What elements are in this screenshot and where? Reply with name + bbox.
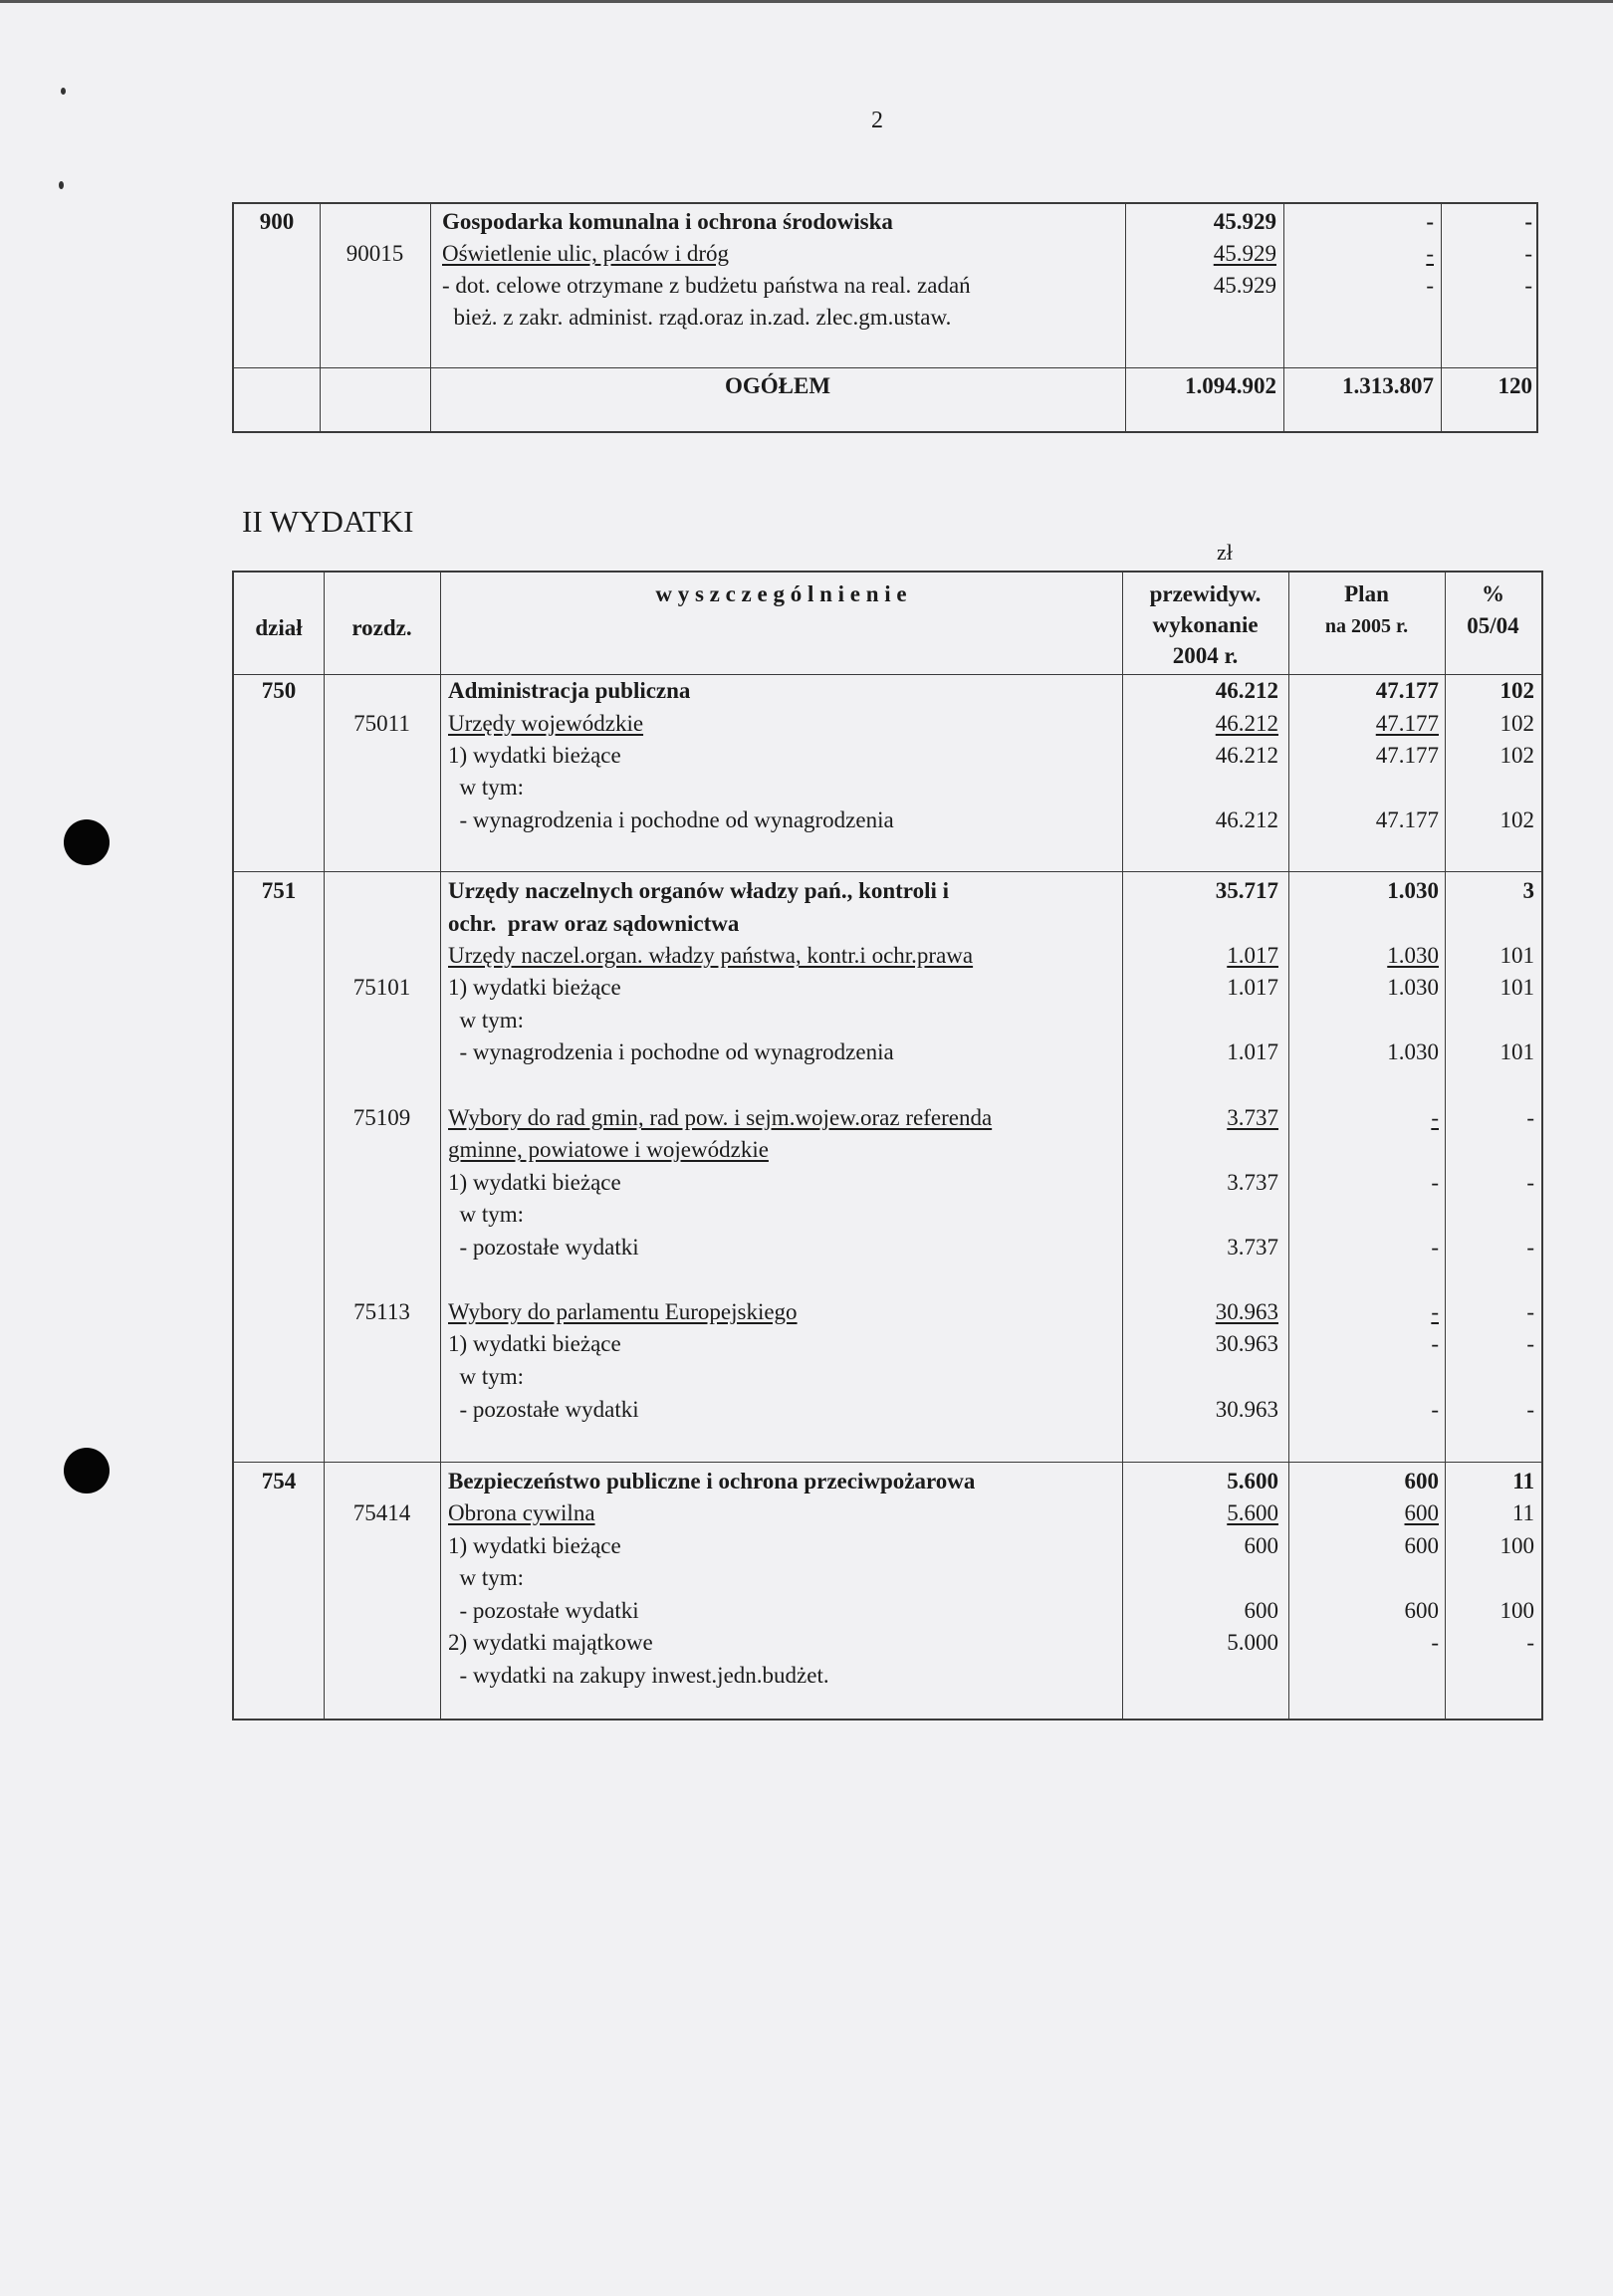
description-cell: w tym: [448,775,525,800]
description-cell: gminne, powiatowe i wojewódzkie [448,1137,769,1162]
value-cell-2004: 3.737 [1227,1170,1278,1195]
description-cell: Administracja publiczna [448,678,691,703]
dzial-cell [234,270,320,302]
value-cell-2004: 45.929 [1213,273,1276,298]
value-cell-2004 [1122,1660,1278,1692]
dzial-cell [234,1497,324,1529]
rozdz-cell [320,270,430,302]
dzial-cell [234,1199,324,1231]
rozdz-cell [324,740,440,772]
value-cell-2005: - [1426,241,1434,266]
percent-cell [1445,1005,1534,1036]
dzial-cell [234,238,320,270]
rozdz-cell [324,804,440,836]
value-cell-2005: - [1431,1331,1439,1356]
value-cell-2005 [1288,1361,1439,1393]
rozdz-cell [324,1199,440,1231]
description-cell: - wynagrodzenia i pochodne od wynagrodzenia [448,1039,894,1064]
dzial-cell [234,940,324,972]
dzial-cell [234,740,324,772]
dzial-cell [234,1036,324,1068]
section-title: II WYDATKI [242,504,414,539]
value-cell-2004: 3.737 [1227,1105,1278,1130]
percent-cell: 101 [1499,975,1534,1000]
description-cell: Urzędy naczelnych organów władzy pań., kontroli i [448,878,950,903]
value-cell-2005 [1288,1660,1439,1692]
rozdz-cell [324,1627,440,1659]
dzial-cell [234,908,324,940]
value-cell-2005: 47.177 [1375,807,1439,832]
dzial-cell [234,1134,324,1166]
percent-cell [1445,1660,1534,1692]
percent-cell: 100 [1499,1533,1534,1558]
dzial-cell [234,1660,324,1692]
percent-cell [1445,772,1534,804]
value-cell-2004 [1122,1199,1278,1231]
percent-cell: - [1524,273,1532,298]
value-cell-2004: 45.929 [1213,209,1276,234]
value-cell-2004: 600 [1244,1598,1278,1623]
rozdz-cell: 75101 [352,975,411,1000]
rozdz-cell [324,1394,440,1426]
rozdz-cell [324,908,440,940]
value-cell-2005: 47.177 [1375,711,1439,736]
percent-cell [1445,1562,1534,1594]
description-cell: Urzędy wojewódzkie [448,711,644,736]
header-rozdz: rozdz. [351,615,412,640]
percent-cell: 3 [1522,878,1534,903]
page-number: 2 [871,108,883,133]
value-cell-2004: 5.000 [1227,1630,1278,1655]
value-cell-2005: 1.030 [1387,975,1439,1000]
rozdz-cell [324,1328,440,1360]
dzial-cell [234,1562,324,1594]
value-cell-2005: 47.177 [1375,743,1439,768]
rozdz-cell [324,1005,440,1036]
value-cell-2005 [1288,772,1439,804]
value-cell-2005 [1283,302,1434,334]
value-cell-2004 [1125,302,1276,334]
rozdz-cell [324,1167,440,1199]
dzial-cell: 900 [259,209,295,234]
percent-cell [1445,1199,1534,1231]
description-cell: - wynagrodzenia i pochodne od wynagrodzenia [448,807,894,832]
value-cell-2005: - [1431,1299,1439,1324]
value-cell-2004: 30.963 [1215,1397,1278,1422]
description-cell: - dot. celowe otrzymane z budżetu państwa na real. zadań [442,273,971,298]
scan-speck [59,181,64,189]
dzial-cell [234,1296,324,1328]
rozdz-cell: 75113 [353,1299,410,1324]
percent-cell: - [1526,1299,1534,1324]
value-cell-2004 [1122,908,1278,940]
scan-edge [0,0,1613,3]
percent-cell: - [1526,1397,1534,1422]
rozdz-cell [324,772,440,804]
rozdz-cell [324,675,440,707]
value-cell-2004: 45.929 [1213,241,1276,266]
dzial-cell: 751 [261,878,297,903]
total-value-1: 1.094.902 [1185,373,1276,398]
value-cell-2004: 1.017 [1227,975,1278,1000]
description-cell: 1) wydatki bieżące [448,1533,621,1558]
percent-cell: - [1526,1235,1534,1260]
total-value-3: 120 [1498,373,1532,398]
description-cell: 1) wydatki bieżące [448,1170,621,1195]
total-value-2: 1.313.807 [1342,373,1434,398]
value-cell-2005: 600 [1404,1533,1439,1558]
punch-hole [64,1448,110,1493]
percent-cell: - [1524,241,1532,266]
value-cell-2005 [1288,908,1439,940]
value-cell-2005: 1.030 [1387,943,1439,968]
description-cell: 1) wydatki bieżące [448,975,621,1000]
rozdz-cell [324,1595,440,1627]
value-cell-2004: 5.600 [1227,1500,1278,1525]
value-cell-2004: 1.017 [1227,1039,1278,1064]
scan-speck [61,88,66,95]
value-cell-2004: 1.017 [1227,943,1278,968]
description-cell: w tym: [448,1202,525,1227]
description-cell: - pozostałe wydatki [448,1598,639,1623]
description-cell: - pozostałe wydatki [448,1235,639,1260]
dzial-cell [234,1232,324,1263]
percent-cell: - [1526,1630,1534,1655]
value-cell-2005: - [1431,1105,1439,1130]
dzial-cell [234,972,324,1004]
description-cell: Wybory do parlamentu Europejskiego [448,1299,798,1324]
percent-cell: 11 [1512,1469,1534,1493]
value-cell-2004: 46.212 [1215,807,1278,832]
value-cell-2004: 30.963 [1215,1331,1278,1356]
value-cell-2004: 600 [1244,1533,1278,1558]
percent-cell: - [1526,1170,1534,1195]
header-col1-line1: przewidyw. [1149,581,1262,606]
value-cell-2005: 1.030 [1387,1039,1439,1064]
value-cell-2004 [1122,1562,1278,1594]
punch-hole [64,819,110,865]
description-cell: Oświetlenie ulic, placów i dróg [442,241,730,266]
value-cell-2005: - [1431,1235,1439,1260]
description-cell: w tym: [448,1364,525,1389]
rozdz-cell [324,1660,440,1692]
expenses-table [232,571,1543,1721]
description-cell: 2) wydatki majątkowe [448,1630,653,1655]
percent-cell [1445,908,1534,940]
value-cell-2005: - [1431,1170,1439,1195]
currency-note: zł [1217,540,1233,565]
rozdz-cell: 75109 [352,1105,411,1130]
percent-cell: 102 [1499,678,1534,703]
total-label: OGÓŁEM [724,373,831,398]
dzial-cell [234,1102,324,1134]
description-cell: ochr. praw oraz sądownictwa [448,911,740,936]
value-cell-2004 [1122,1134,1278,1166]
value-cell-2004 [1122,1361,1278,1393]
percent-cell: - [1526,1331,1534,1356]
header-col1-line2: wykonanie [1152,612,1259,637]
dzial-cell [234,708,324,740]
value-cell-2004: 46.212 [1215,711,1278,736]
header-col3-line2: 05/04 [1467,613,1519,638]
percent-cell: - [1526,1105,1534,1130]
percent-cell: 11 [1511,1500,1534,1525]
value-cell-2005 [1288,1199,1439,1231]
value-cell-2004: 46.212 [1215,678,1278,703]
rozdz-cell: 75011 [353,711,410,736]
header-col1-line3: 2004 r. [1172,643,1239,668]
description-cell: Urzędy naczel.organ. władzy państwa, kontr.i ochr.prawa [448,943,974,968]
percent-cell: 101 [1499,943,1534,968]
rozdz-cell: 90015 [346,241,404,266]
value-cell-2004 [1122,772,1278,804]
rozdz-cell [324,1134,440,1166]
header-col3-line1: % [1482,581,1504,606]
description-cell: Gospodarka komunalna i ochrona środowiska [442,209,893,234]
value-cell-2004 [1122,1005,1278,1036]
dzial-cell [234,1595,324,1627]
percent-cell: 102 [1499,743,1534,768]
description-cell: w tym: [448,1565,525,1590]
description-cell: - wydatki na zakupy inwest.jedn.budżet. [448,1663,829,1688]
header-dzial: dział [255,615,303,640]
dzial-cell [234,1328,324,1360]
percent-cell: 100 [1499,1598,1534,1623]
value-cell-2004: 30.963 [1215,1299,1278,1324]
rozdz-cell [324,1466,440,1497]
description-cell: Bezpieczeństwo publiczne i ochrona przeciwpożarowa [448,1469,976,1493]
value-cell-2005 [1288,1134,1439,1166]
dzial-cell: 750 [261,678,297,703]
percent-cell: 102 [1499,711,1534,736]
rozdz-cell [320,206,430,238]
description-cell: - pozostałe wydatki [448,1397,639,1422]
value-cell-2005: - [1426,273,1434,298]
description-cell: Wybory do rad gmin, rad pow. i sejm.wojew.oraz referenda [448,1105,993,1130]
description-cell: w tym: [448,1008,525,1033]
value-cell-2005: - [1431,1630,1439,1655]
dzial-cell [234,1005,324,1036]
description-cell: bież. z zakr. administ. rząd.oraz in.zad. zlec.gm.ustaw. [442,305,952,330]
description-cell: 1) wydatki bieżące [448,1331,621,1356]
rozdz-cell [324,1232,440,1263]
value-cell-2005 [1288,1562,1439,1594]
rozdz-cell [324,1530,440,1562]
rozdz-cell: 75414 [352,1500,411,1525]
value-cell-2004: 3.737 [1227,1235,1278,1260]
percent-cell [1445,1134,1534,1166]
dzial-cell [234,804,324,836]
percent-cell [1441,302,1532,334]
dzial-cell [234,1361,324,1393]
value-cell-2004: 35.717 [1215,878,1278,903]
rozdz-cell [324,940,440,972]
dzial-cell: 754 [261,1469,297,1493]
value-cell-2005: 1.030 [1387,878,1439,903]
value-cell-2005: - [1431,1397,1439,1422]
rozdz-cell [324,1361,440,1393]
value-cell-2004: 5.600 [1227,1469,1278,1493]
value-cell-2005: 600 [1404,1500,1439,1525]
value-cell-2005: 600 [1404,1598,1439,1623]
description-cell: 1) wydatki bieżące [448,743,621,768]
header-col2-line2: na 2005 r. [1324,615,1409,637]
percent-cell: 101 [1499,1039,1534,1064]
dzial-cell [234,1627,324,1659]
percent-cell [1445,1361,1534,1393]
dzial-cell [234,302,320,334]
rozdz-cell [324,1562,440,1594]
value-cell-2005: 47.177 [1375,678,1439,703]
value-cell-2005: 600 [1404,1469,1439,1493]
value-cell-2004: 46.212 [1215,743,1278,768]
dzial-cell [234,1167,324,1199]
value-cell-2005: - [1426,209,1434,234]
header-description: w y s z c z e g ó l n i e n i e [655,581,907,606]
description-cell: Obrona cywilna [448,1500,595,1525]
value-cell-2005 [1288,1005,1439,1036]
header-col2-line1: Plan [1344,581,1389,606]
percent-cell: 102 [1499,807,1534,832]
percent-cell: - [1524,209,1532,234]
dzial-cell [234,1530,324,1562]
rozdz-cell [324,1036,440,1068]
dzial-cell [234,1394,324,1426]
rozdz-cell [320,302,430,334]
rozdz-cell [324,875,440,907]
income-table [232,202,1538,433]
dzial-cell [234,772,324,804]
